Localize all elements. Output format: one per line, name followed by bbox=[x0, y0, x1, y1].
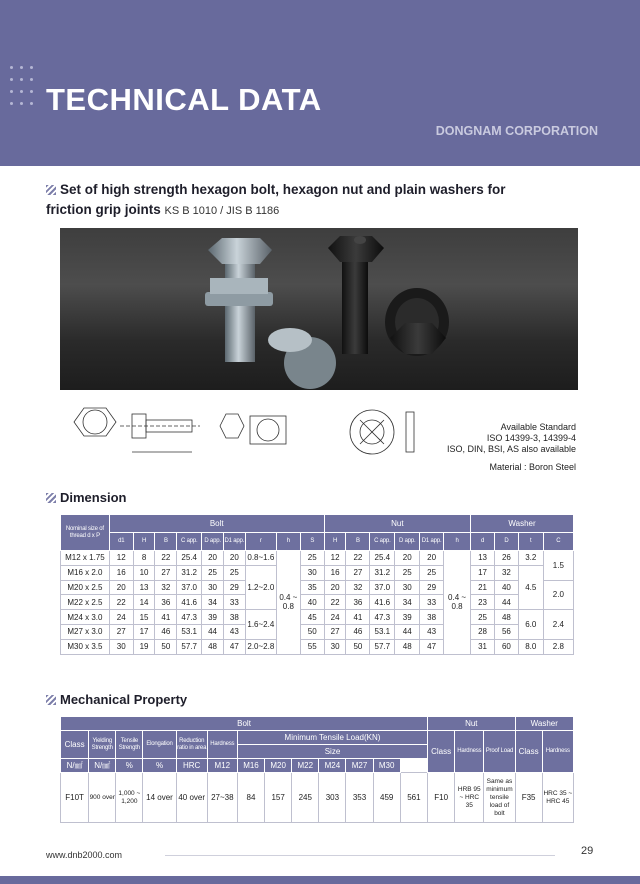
nut-class-cell: F10 bbox=[428, 773, 455, 823]
washer-hardness-cell: HRC 35 ~ HRC 45 bbox=[542, 773, 573, 823]
page-header bbox=[0, 0, 640, 166]
mech-col-tensile: Tensile Strength bbox=[116, 731, 143, 759]
page-number: 29 bbox=[581, 845, 594, 857]
bolt-value-cell: 36 bbox=[155, 595, 177, 610]
bolt-value-cell: 22 bbox=[109, 595, 133, 610]
bolt-value-cell: 30 bbox=[109, 639, 133, 654]
bolt-value-cell: 14 bbox=[133, 595, 155, 610]
washer-c-cell: 2.8 bbox=[543, 639, 573, 654]
nut-value-cell: 57.7 bbox=[370, 639, 395, 654]
nut-value-cell: 47 bbox=[420, 639, 444, 654]
nut-value-cell: 20 bbox=[395, 551, 420, 566]
dimension-body bbox=[61, 551, 574, 655]
dimension-table bbox=[60, 514, 574, 655]
bolt-r-cell: 2.0~2.8 bbox=[245, 639, 276, 654]
nut-value-cell: 41.6 bbox=[370, 595, 395, 610]
nut-value-cell: 48 bbox=[395, 639, 420, 654]
nut-value-cell: 20 bbox=[420, 551, 444, 566]
stripe-icon bbox=[46, 695, 56, 705]
bolt-value-cell: 17 bbox=[133, 624, 155, 639]
load-cell: 353 bbox=[346, 773, 373, 823]
washer-col-header: D bbox=[494, 533, 518, 551]
nominal-size-cell: M22 x 2.5 bbox=[61, 595, 110, 610]
nut-value-cell: 30 bbox=[395, 580, 420, 595]
washer-value-cell: 31 bbox=[471, 639, 495, 654]
group-washer: Washer bbox=[471, 515, 574, 533]
stripe-icon bbox=[46, 185, 56, 195]
load-cell: 157 bbox=[265, 773, 292, 823]
mech-col-yield: Yielding Strength bbox=[89, 731, 116, 759]
bolt-value-cell: 12 bbox=[109, 551, 133, 566]
bolt-r-cell: 1.6~2.4 bbox=[245, 610, 276, 640]
bolt-value-cell: 47 bbox=[223, 639, 245, 654]
mech-col-reduction: Reduction ratio in area bbox=[176, 731, 207, 759]
mech-col-washer-class: Class bbox=[515, 731, 542, 773]
nut-col-header: D app. bbox=[395, 533, 420, 551]
nominal-size-cell: M30 x 3.5 bbox=[61, 639, 110, 654]
bolt-value-cell: 44 bbox=[202, 624, 224, 639]
section-title-dimension bbox=[46, 490, 126, 505]
bolt-value-cell: 13 bbox=[133, 580, 155, 595]
bolt-h-cell: 0.4 ~ 0.8 bbox=[276, 551, 300, 655]
size-header: M16 bbox=[237, 759, 264, 773]
washer-value-cell: 13 bbox=[471, 551, 495, 566]
bolt-value-cell: 37.0 bbox=[177, 580, 202, 595]
nut-value-cell: 43 bbox=[420, 624, 444, 639]
bolt-value-cell: 20 bbox=[202, 551, 224, 566]
mech-col-size: Size bbox=[237, 745, 427, 759]
technical-drawing bbox=[60, 396, 420, 474]
bolt-value-cell: 15 bbox=[133, 610, 155, 625]
bolt-value-cell: 10 bbox=[133, 565, 155, 580]
bolt-value-cell: 24 bbox=[109, 610, 133, 625]
washer-class-cell: F35 bbox=[515, 773, 542, 823]
bolt-value-cell: 46 bbox=[155, 624, 177, 639]
bolt-col-header: r bbox=[245, 533, 276, 551]
nut-value-cell: 37.0 bbox=[370, 580, 395, 595]
size-header: M12 bbox=[207, 759, 237, 773]
washer-value-cell: 40 bbox=[494, 580, 518, 595]
nominal-size-cell: M20 x 2.5 bbox=[61, 580, 110, 595]
footer-url[interactable]: www.dnb2000.com bbox=[46, 850, 123, 860]
mech-group-washer: Washer bbox=[515, 717, 573, 731]
table-row bbox=[61, 551, 574, 566]
mech-col-hardness: Hardness bbox=[207, 731, 237, 759]
bolt-col-header: d1 bbox=[109, 533, 133, 551]
product-title-text: Set of high strength hexagon bolt, hexagon nut and plain washers for friction grip joints bbox=[46, 182, 506, 217]
nominal-size-cell: M16 x 2.0 bbox=[61, 565, 110, 580]
nut-value-cell: 53.1 bbox=[370, 624, 395, 639]
washer-value-cell: 48 bbox=[494, 610, 518, 625]
stripe-icon bbox=[46, 493, 56, 503]
bolt-r-cell: 1.2~2.0 bbox=[245, 565, 276, 609]
mech-group-nut: Nut bbox=[428, 717, 515, 731]
nut-value-cell: 31.2 bbox=[370, 565, 395, 580]
nut-value-cell: 30 bbox=[324, 639, 346, 654]
nominal-size-cell: M24 x 3.0 bbox=[61, 610, 110, 625]
bolt-value-cell: 27 bbox=[155, 565, 177, 580]
nut-value-cell: 25 bbox=[420, 565, 444, 580]
washer-t-cell: 8.0 bbox=[518, 639, 543, 654]
washer-col-header: d bbox=[471, 533, 495, 551]
washer-value-cell: 26 bbox=[494, 551, 518, 566]
bolt-value-cell: 25 bbox=[202, 565, 224, 580]
mech-col-washer-hardness: Hardness bbox=[542, 731, 573, 773]
col-nominal: Nominal size of thread d x P bbox=[61, 515, 110, 551]
nominal-size-cell: M12 x 1.75 bbox=[61, 551, 110, 566]
washer-c-cell: 1.5 bbox=[543, 551, 573, 581]
standard-label: KS B 1010 / JIS B 1186 bbox=[164, 205, 280, 217]
available-line-2: ISO 14399-3, 14399-4 bbox=[486, 433, 576, 443]
yield-cell: 900 over bbox=[89, 773, 116, 823]
nut-value-cell: 47.3 bbox=[370, 610, 395, 625]
bolt-col-header: C app. bbox=[177, 533, 202, 551]
nut-value-cell: 32 bbox=[346, 580, 370, 595]
washer-value-cell: 32 bbox=[494, 565, 518, 580]
washer-c-cell: 2.4 bbox=[543, 610, 573, 640]
bolt-value-cell: 33 bbox=[223, 595, 245, 610]
bolt-value-cell: 53.1 bbox=[177, 624, 202, 639]
mech-group-bolt: Bolt bbox=[61, 717, 428, 731]
bolt-s-cell: 45 bbox=[300, 610, 324, 625]
nut-hardness-cell: HRB 95 ~ HRC 35 bbox=[455, 773, 484, 823]
bolt-s-cell: 30 bbox=[300, 565, 324, 580]
unit-header: % bbox=[116, 759, 143, 773]
washer-value-cell: 17 bbox=[471, 565, 495, 580]
dot-grid-decoration bbox=[10, 66, 40, 114]
table-row bbox=[61, 639, 574, 654]
bolt-s-cell: 50 bbox=[300, 624, 324, 639]
unit-header: N/㎟ bbox=[61, 759, 89, 773]
group-bolt: Bolt bbox=[109, 515, 324, 533]
bolt-value-cell: 8 bbox=[133, 551, 155, 566]
company-name: DONGNAM CORPORATION bbox=[435, 124, 598, 138]
size-header: M22 bbox=[292, 759, 319, 773]
table-row bbox=[61, 610, 574, 625]
footer-divider bbox=[165, 855, 555, 856]
section-title-mechanical bbox=[46, 692, 187, 707]
bolt-value-cell: 39 bbox=[202, 610, 224, 625]
nut-value-cell: 38 bbox=[420, 610, 444, 625]
bolt-value-cell: 27 bbox=[109, 624, 133, 639]
washer-t-cell: 6.0 bbox=[518, 610, 543, 640]
table-row bbox=[61, 565, 574, 580]
mech-col-class: Class bbox=[61, 731, 89, 759]
washer-col-header: t bbox=[518, 533, 543, 551]
bolt-value-cell: 25.4 bbox=[177, 551, 202, 566]
bolt-value-cell: 32 bbox=[155, 580, 177, 595]
mech-col-nut-hardness: Hardness bbox=[455, 731, 484, 773]
bolt-value-cell: 20 bbox=[109, 580, 133, 595]
unit-header: HRC bbox=[176, 759, 207, 773]
nut-value-cell: 41 bbox=[346, 610, 370, 625]
bolt-col-header: S bbox=[300, 533, 324, 551]
nut-value-cell: 27 bbox=[346, 565, 370, 580]
bolt-value-cell: 16 bbox=[109, 565, 133, 580]
bolt-value-cell: 57.7 bbox=[177, 639, 202, 654]
bottom-bar bbox=[0, 876, 640, 884]
bolt-s-cell: 55 bbox=[300, 639, 324, 654]
mech-col-nut-class: Class bbox=[428, 731, 455, 773]
bolt-value-cell: 19 bbox=[133, 639, 155, 654]
table-row bbox=[61, 624, 574, 639]
nut-value-cell: 36 bbox=[346, 595, 370, 610]
hardness-cell: 27~38 bbox=[207, 773, 237, 823]
bolt-s-cell: 35 bbox=[300, 580, 324, 595]
load-cell: 459 bbox=[373, 773, 400, 823]
washer-value-cell: 28 bbox=[471, 624, 495, 639]
bolt-value-cell: 25 bbox=[223, 565, 245, 580]
unit-header: % bbox=[143, 759, 176, 773]
nut-value-cell: 16 bbox=[324, 565, 346, 580]
size-header: M24 bbox=[319, 759, 346, 773]
nut-value-cell: 27 bbox=[324, 624, 346, 639]
nut-col-header: H bbox=[324, 533, 346, 551]
bolt-value-cell: 34 bbox=[202, 595, 224, 610]
load-cell: 84 bbox=[237, 773, 264, 823]
nominal-size-cell: M27 x 3.0 bbox=[61, 624, 110, 639]
nut-col-header: h bbox=[444, 533, 471, 551]
nut-value-cell: 12 bbox=[324, 551, 346, 566]
bolt-value-cell: 31.2 bbox=[177, 565, 202, 580]
washer-value-cell: 25 bbox=[471, 610, 495, 625]
table-row bbox=[61, 580, 574, 595]
size-header: M30 bbox=[373, 759, 400, 773]
nut-value-cell: 20 bbox=[324, 580, 346, 595]
nut-value-cell: 25.4 bbox=[370, 551, 395, 566]
mechanical-table bbox=[60, 716, 574, 823]
nut-value-cell: 50 bbox=[346, 639, 370, 654]
bolt-col-header: H bbox=[133, 533, 155, 551]
nut-h-cell: 0.4 ~ 0.8 bbox=[444, 551, 471, 655]
size-header: M20 bbox=[265, 759, 292, 773]
nut-col-header: B bbox=[346, 533, 370, 551]
bolt-s-cell: 40 bbox=[300, 595, 324, 610]
nut-value-cell: 39 bbox=[395, 610, 420, 625]
nut-value-cell: 25 bbox=[395, 565, 420, 580]
bolt-col-header: D app. bbox=[202, 533, 224, 551]
bolt-col-header: h bbox=[276, 533, 300, 551]
bolt-value-cell: 20 bbox=[223, 551, 245, 566]
mech-col-min-tensile-load: Minimum Tensile Load(KN) bbox=[237, 731, 427, 745]
mech-col-proof-load: Proof Load bbox=[484, 731, 515, 773]
group-nut: Nut bbox=[324, 515, 470, 533]
unit-header: N/㎟ bbox=[89, 759, 116, 773]
bolt-value-cell: 30 bbox=[202, 580, 224, 595]
washer-value-cell: 44 bbox=[494, 595, 518, 610]
bolt-value-cell: 48 bbox=[202, 639, 224, 654]
bolt-value-cell: 38 bbox=[223, 610, 245, 625]
nut-value-cell: 22 bbox=[346, 551, 370, 566]
bolt-value-cell: 47.3 bbox=[177, 610, 202, 625]
washer-value-cell: 23 bbox=[471, 595, 495, 610]
proof-load-cell: Same as minimum tensile load of bolt bbox=[484, 773, 515, 823]
nut-value-cell: 29 bbox=[420, 580, 444, 595]
bolt-s-cell: 25 bbox=[300, 551, 324, 566]
washer-t-cell: 4.5 bbox=[518, 565, 543, 609]
nut-value-cell: 22 bbox=[324, 595, 346, 610]
nut-col-header: C app. bbox=[370, 533, 395, 551]
available-standard bbox=[420, 422, 576, 455]
product-photo bbox=[60, 228, 578, 390]
washer-c-cell: 2.0 bbox=[543, 580, 573, 610]
washer-value-cell: 56 bbox=[494, 624, 518, 639]
bolt-value-cell: 50 bbox=[155, 639, 177, 654]
mech-col-elongation: Elongation bbox=[143, 731, 176, 759]
bolt-value-cell: 43 bbox=[223, 624, 245, 639]
bolt-col-header: D1 app. bbox=[223, 533, 245, 551]
table-row bbox=[61, 595, 574, 610]
nut-value-cell: 44 bbox=[395, 624, 420, 639]
nut-col-header: D1 app. bbox=[420, 533, 444, 551]
reduction-cell: 40 over bbox=[176, 773, 207, 823]
bolt-value-cell: 41.6 bbox=[177, 595, 202, 610]
material-label: Material : Boron Steel bbox=[489, 462, 576, 472]
nut-value-cell: 46 bbox=[346, 624, 370, 639]
size-header: M27 bbox=[346, 759, 373, 773]
available-line-1: Available Standard bbox=[500, 422, 576, 432]
table-row bbox=[61, 773, 574, 823]
dimension-title-text: Dimension bbox=[60, 490, 127, 505]
bolt-value-cell: 22 bbox=[155, 551, 177, 566]
washer-value-cell: 21 bbox=[471, 580, 495, 595]
bolt-value-cell: 29 bbox=[223, 580, 245, 595]
load-cell: 303 bbox=[319, 773, 346, 823]
bolt-col-header: B bbox=[155, 533, 177, 551]
load-cell: 245 bbox=[292, 773, 319, 823]
elongation-cell: 14 over bbox=[143, 773, 176, 823]
washer-col-header: C bbox=[543, 533, 573, 551]
nut-value-cell: 33 bbox=[420, 595, 444, 610]
tensile-cell: 1,000 ~ 1,200 bbox=[116, 773, 143, 823]
section-title-product bbox=[46, 180, 516, 221]
nut-value-cell: 24 bbox=[324, 610, 346, 625]
bolt-r-cell: 0.8~1.6 bbox=[245, 551, 276, 566]
washer-value-cell: 60 bbox=[494, 639, 518, 654]
class-cell: F10T bbox=[61, 773, 89, 823]
mechanical-title-text: Mechanical Property bbox=[60, 692, 188, 707]
page-title: TECHNICAL DATA bbox=[46, 82, 322, 117]
available-line-3: ISO, DIN, BSI, AS also available bbox=[446, 444, 576, 454]
nut-value-cell: 34 bbox=[395, 595, 420, 610]
load-cell: 561 bbox=[400, 773, 427, 823]
bolt-value-cell: 41 bbox=[155, 610, 177, 625]
washer-t-cell: 3.2 bbox=[518, 551, 543, 566]
dimension-subheader bbox=[61, 533, 574, 551]
